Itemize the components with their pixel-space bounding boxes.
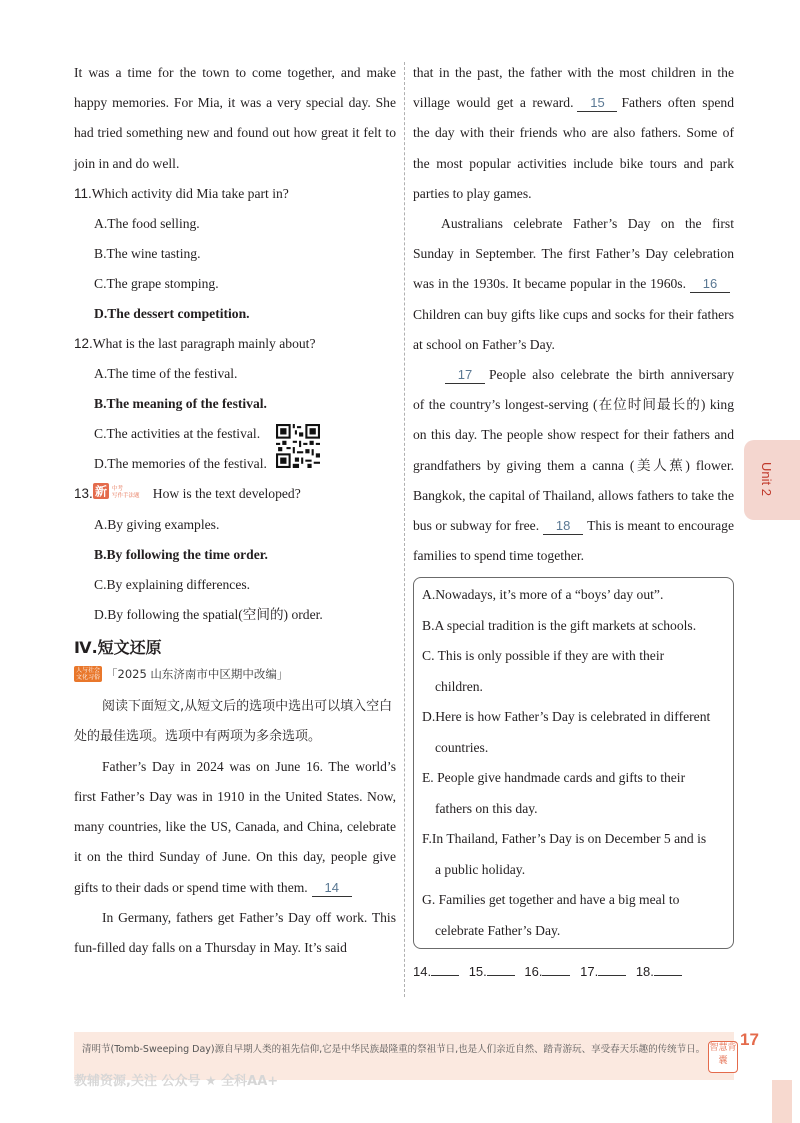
answer-field-18[interactable]	[654, 963, 682, 976]
question-number: 13.	[74, 485, 93, 501]
source-line	[74, 664, 396, 684]
answer-label-15: 15.	[468, 964, 487, 980]
choice-b: B.A special tradition is the gift markets at schools.	[422, 617, 697, 633]
option-d: D.The memories of the festival.	[94, 455, 267, 471]
unit-tab	[744, 440, 800, 520]
option-a: A.The food selling.	[94, 215, 200, 231]
question-number: 12.	[74, 335, 93, 351]
paragraph-4: 17 People also celebrate the birth anniversary of the country’s longest-serving (在位时间最长的) king on this day. The people show respect for their fathers and grandfathers by giving them a canna (美人蕉) flower. Bangkok, the capital of Thailand, allows fathers to take the bus or subway for free. 18 This is meant to encourage families to spend time together.	[413, 367, 735, 564]
right-column	[413, 58, 734, 979]
question-text: Which activity did Mia take part in?	[91, 185, 289, 201]
answer-field-15[interactable]	[487, 963, 515, 976]
options-box	[413, 577, 734, 949]
choice-f: F.In Thailand, Father’s Day is on December 5 and is a public holiday.	[422, 831, 707, 877]
source-text: 「2025 山东济南市中区期中改编」	[106, 666, 289, 681]
option-c: C.The activities at the festival.	[94, 425, 261, 441]
question-number: 11.	[74, 185, 92, 201]
option-a: A.The time of the festival.	[94, 365, 238, 381]
question-text: How is the text developed?	[152, 485, 301, 501]
paragraph-3: Australians celebrate Father’s Day on the first Sunday in September. The first Father’s Day celebration was in the 1930s. It became popular in the 1960s. 16Children can buy gifts like cups and socks for their fathers at school on Father’s Day.	[413, 216, 734, 352]
choice-d: D.Here is how Father’s Day is celebrated in different countries.	[422, 709, 711, 755]
footer-note-band	[74, 1032, 734, 1089]
passage-ending: It was a time for the town to come together, and make happy memories. For Mia, it was a very special day. She had tried something new and found out how great it felt to join in and do well.	[74, 65, 396, 171]
answer-line	[413, 963, 734, 979]
choice-e: E. People give handmade cards and gifts to their fathers on this day.	[422, 770, 686, 816]
option-b: B.The wine tasting.	[94, 245, 201, 261]
column-divider	[404, 62, 405, 997]
paragraph-2-start: In Germany, fathers get Father’s Day off work. This fun-filled day falls on a Thursday in May. It’s said	[74, 909, 396, 955]
blank-15[interactable]: 15	[577, 95, 617, 112]
option-d: D.By following the spatial(空间的) order.	[94, 606, 323, 622]
answer-label-18: 18.	[635, 964, 654, 980]
page-number: 17	[740, 1030, 759, 1049]
answer-label-17: 17.	[580, 964, 599, 980]
option-d-answer: D.The dessert competition.	[94, 305, 250, 321]
answer-label-16: 16.	[524, 964, 543, 980]
option-c: C.By explaining differences.	[94, 576, 251, 592]
question-12	[74, 329, 396, 479]
choice-a: A.Nowadays, it’s more of a “boys’ day out”.	[422, 587, 664, 603]
answer-field-16[interactable]	[542, 963, 570, 976]
left-column	[74, 58, 396, 963]
option-b-answer: B.By following the time order.	[94, 546, 268, 562]
svg-text:新: 新	[94, 484, 107, 499]
corner-decoration	[772, 1080, 792, 1123]
choice-g: G. Families get together and have a big meal to celebrate Father’s Day.	[422, 892, 680, 938]
qr-code-icon[interactable]	[276, 424, 320, 468]
new-exam-badge	[93, 480, 147, 510]
question-11	[74, 179, 396, 329]
seal-stamp: 智慧背囊	[708, 1041, 738, 1073]
blank-18[interactable]: 18	[543, 518, 583, 535]
paragraph-1: Father’s Day in 2024 was on June 16. The world’s first Father’s Day was in 1910 in the United States. Now, many countries, like the US, Canada, and China, celebrate it on the third Sunday of June. On this day, people give gifts to their dads or spend time with them. 14	[74, 758, 396, 895]
blank-16[interactable]: 16	[690, 276, 730, 293]
answer-label-14: 14.	[413, 964, 432, 980]
instruction: 阅读下面短文,从短文后的选项中选出可以填入空白处的最佳选项。选项中有两项为多余选项。	[74, 698, 393, 744]
topic-tag: 人与社会 文化习俗	[76, 666, 101, 681]
svg-text:中考: 中考	[111, 485, 123, 492]
answer-field-14[interactable]	[431, 963, 459, 976]
svg-text:写作手法题: 写作手法题	[111, 492, 140, 499]
footer-note: 清明节(Tomb-Sweeping Day)源自早期人类的祖先信仰,它是中华民族最隆重的祭祖节日,也是人们亲近自然、踏青游玩、享受春天乐趣的传统节日。	[82, 1044, 706, 1055]
section-title: Ⅳ.短文还原	[74, 637, 162, 657]
paragraph-2-cont: that in the past, the father with the most children in the village would get a reward. 15 Fathers often spend the day with their friends who are also fathers. Some of the most popular activities include bike tours and park parties to play games.	[413, 65, 734, 201]
option-b-answer: B.The meaning of the festival.	[94, 395, 267, 411]
question-13	[74, 479, 396, 630]
question-text: What is the last paragraph mainly about?	[92, 335, 316, 351]
option-a: A.By giving examples.	[94, 516, 220, 532]
option-c: C.The grape stomping.	[94, 275, 219, 291]
watermark: 教辅资源,关注 公众号 ★ 全科AA+	[74, 1074, 279, 1089]
answer-field-17[interactable]	[598, 963, 626, 976]
unit-tab-label: Unit 2	[759, 462, 774, 496]
choice-c: C. This is only possible if they are with their children.	[422, 648, 665, 694]
blank-17[interactable]: 17	[445, 367, 485, 384]
blank-14[interactable]: 14	[312, 880, 352, 897]
